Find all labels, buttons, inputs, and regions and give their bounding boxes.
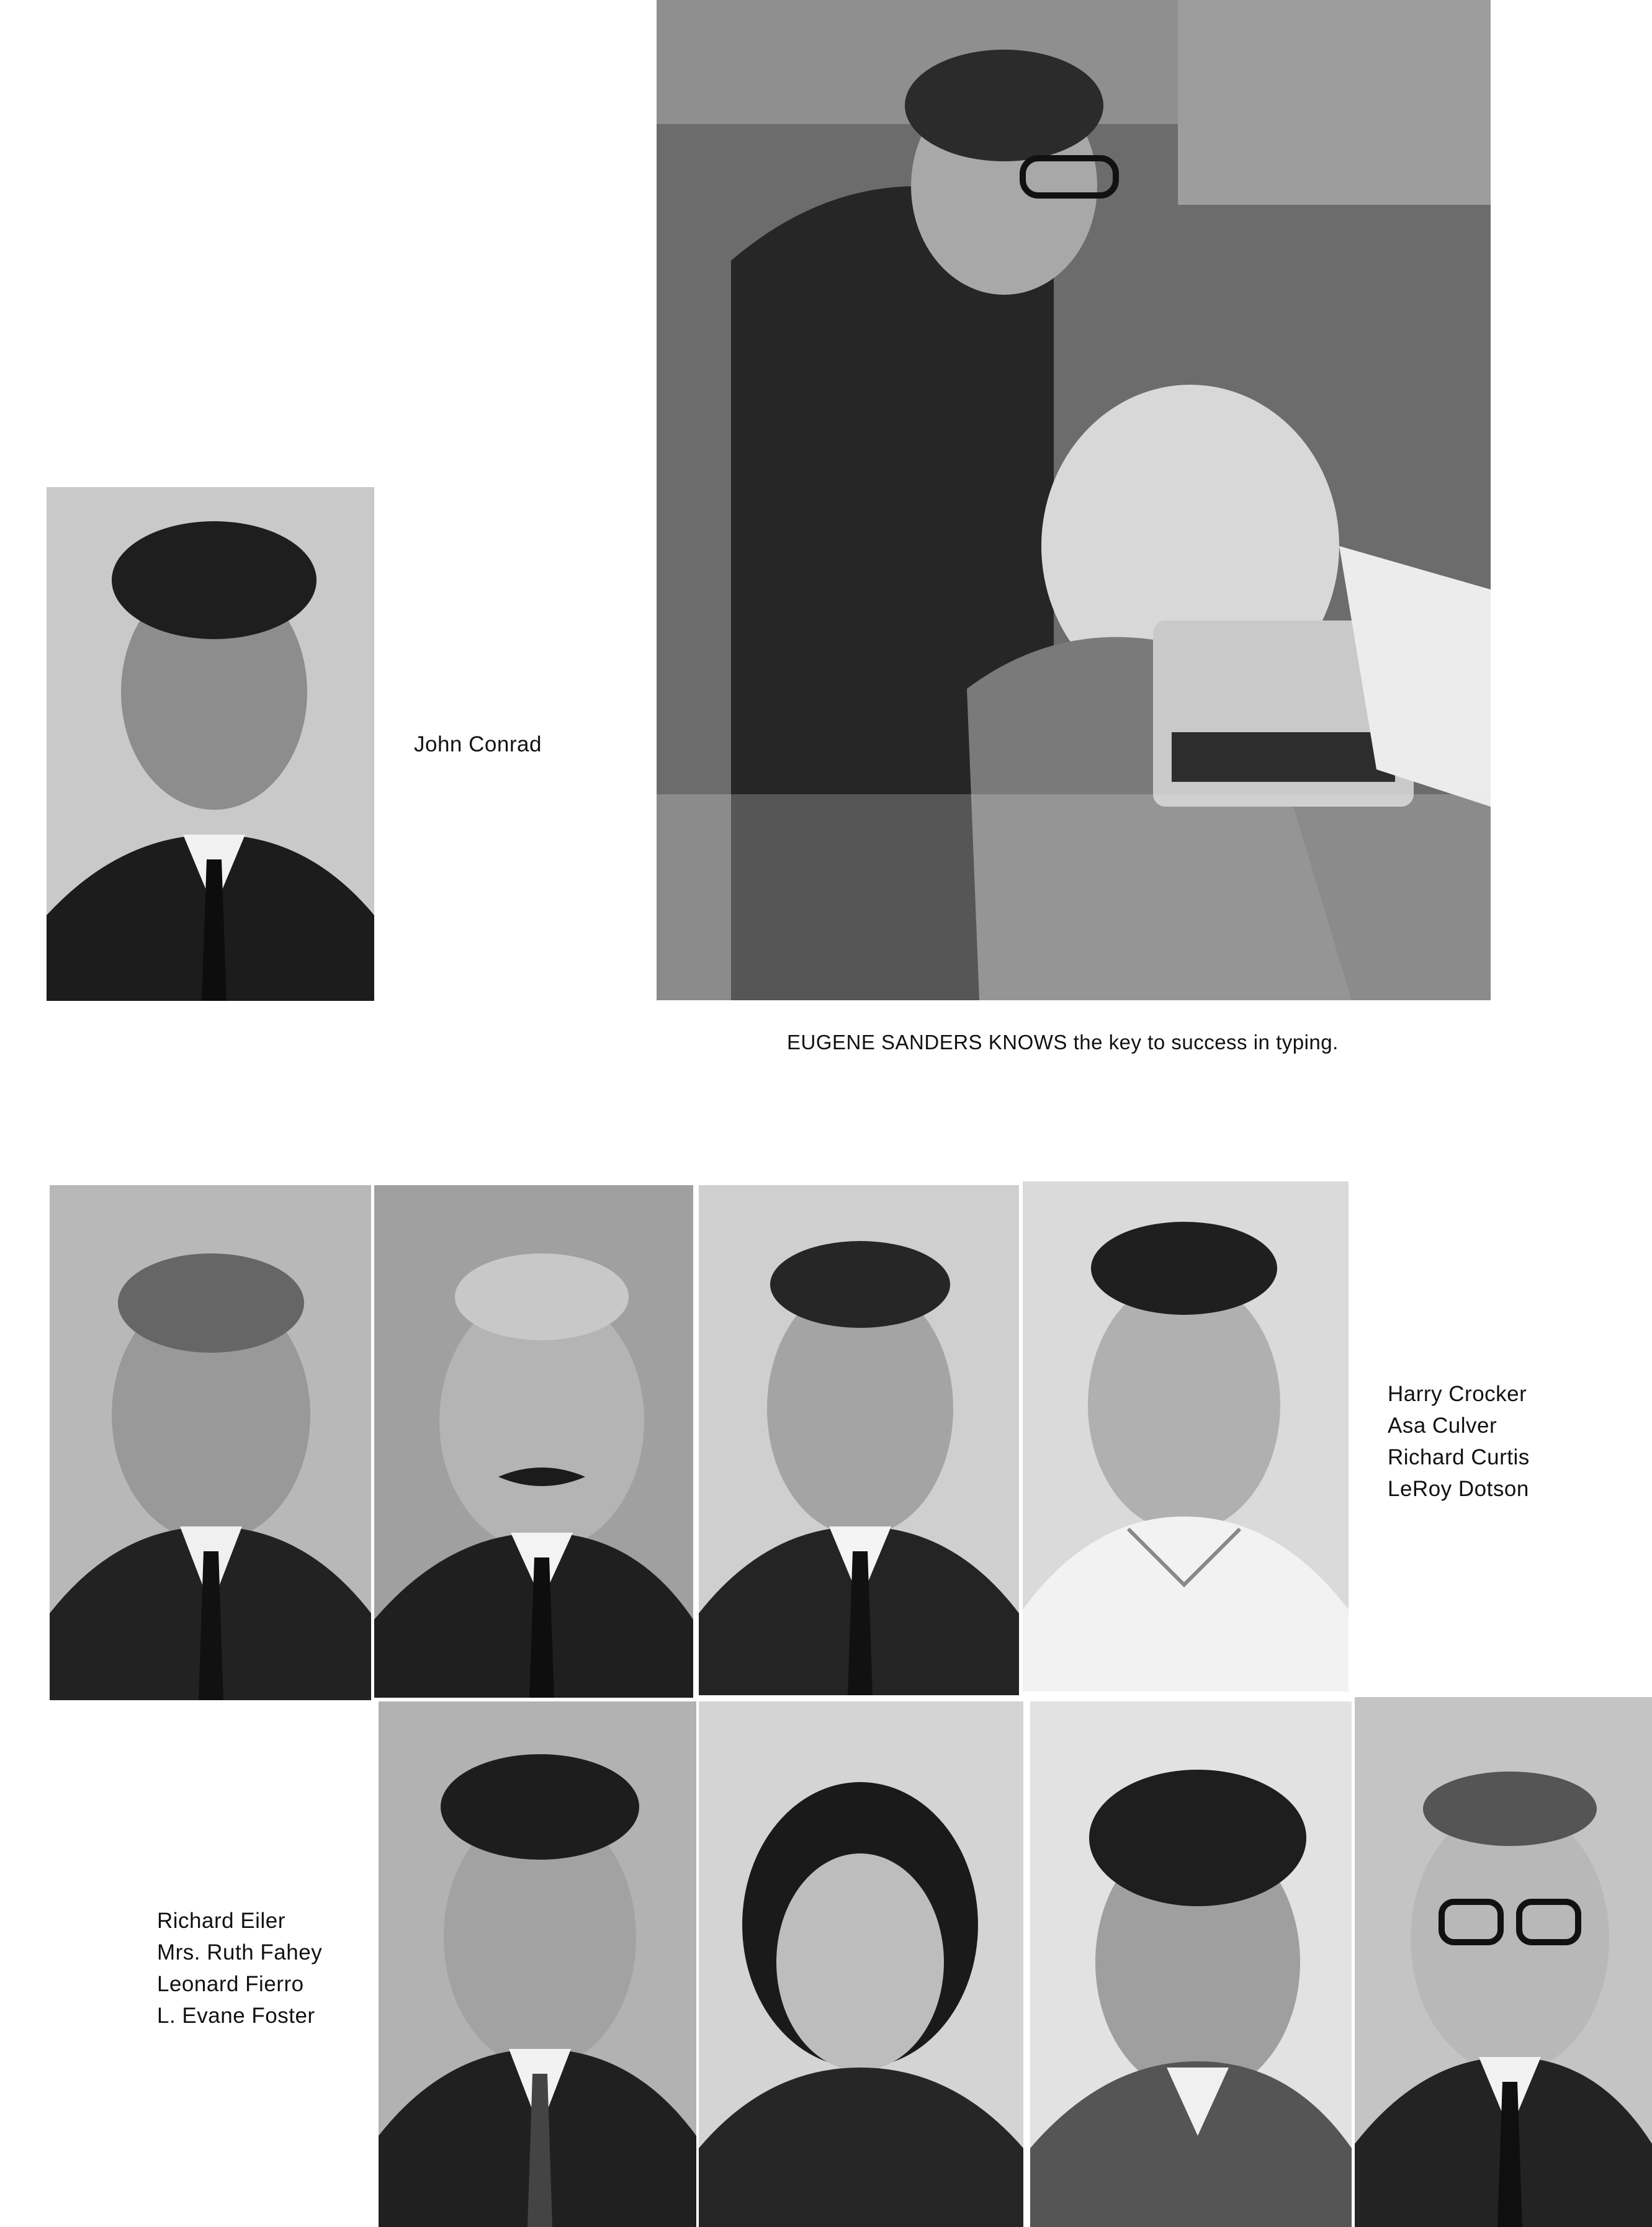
names-list-group-one	[1388, 1378, 1530, 1505]
portrait-evane-foster	[1355, 1697, 1652, 2227]
featured-photo-caption	[787, 1028, 1339, 1057]
featured-typing-photo	[657, 0, 1491, 1000]
caption-lead: EUGENE SANDERS KNOWS	[787, 1031, 1067, 1054]
portrait-richard-eiler	[379, 1701, 696, 2227]
caption-john-conrad: John Conrad	[414, 732, 542, 756]
portrait-figure	[47, 487, 374, 1001]
portrait-figure	[379, 1701, 696, 2227]
name-richard-curtis: Richard Curtis	[1388, 1445, 1530, 1469]
caption-rest: the key to success in typing.	[1067, 1031, 1339, 1054]
name-leroy-dotson: LeRoy Dotson	[1388, 1477, 1529, 1501]
portrait-leroy-dotson	[1023, 1181, 1349, 1692]
name-leonard-fierro: Leonard Fierro	[157, 1972, 304, 1996]
portrait-figure	[50, 1185, 371, 1700]
name-evane-foster: L. Evane Foster	[157, 2004, 315, 2028]
name-richard-eiler: Richard Eiler	[157, 1909, 285, 1933]
name-ruth-fahey: Mrs. Ruth Fahey	[157, 1940, 323, 1965]
portrait-john-conrad	[47, 487, 374, 1001]
name-asa-culver: Asa Culver	[1388, 1414, 1497, 1438]
portrait-leonard-fierro	[1030, 1701, 1352, 2227]
typing-classroom-scene	[657, 0, 1491, 1000]
portrait-harry-crocker	[50, 1185, 371, 1700]
portrait-figure	[1030, 1701, 1352, 2227]
portrait-richard-curtis	[699, 1185, 1019, 1695]
portrait-figure	[374, 1185, 693, 1698]
portrait-figure	[699, 1185, 1019, 1695]
portrait-figure	[1023, 1181, 1349, 1692]
portrait-asa-culver	[374, 1185, 693, 1698]
portrait-ruth-fahey	[699, 1701, 1023, 2227]
portrait-figure	[1355, 1697, 1652, 2227]
portrait-figure	[699, 1701, 1023, 2227]
names-list-group-two	[157, 1905, 322, 2032]
name-harry-crocker: Harry Crocker	[1388, 1382, 1527, 1406]
